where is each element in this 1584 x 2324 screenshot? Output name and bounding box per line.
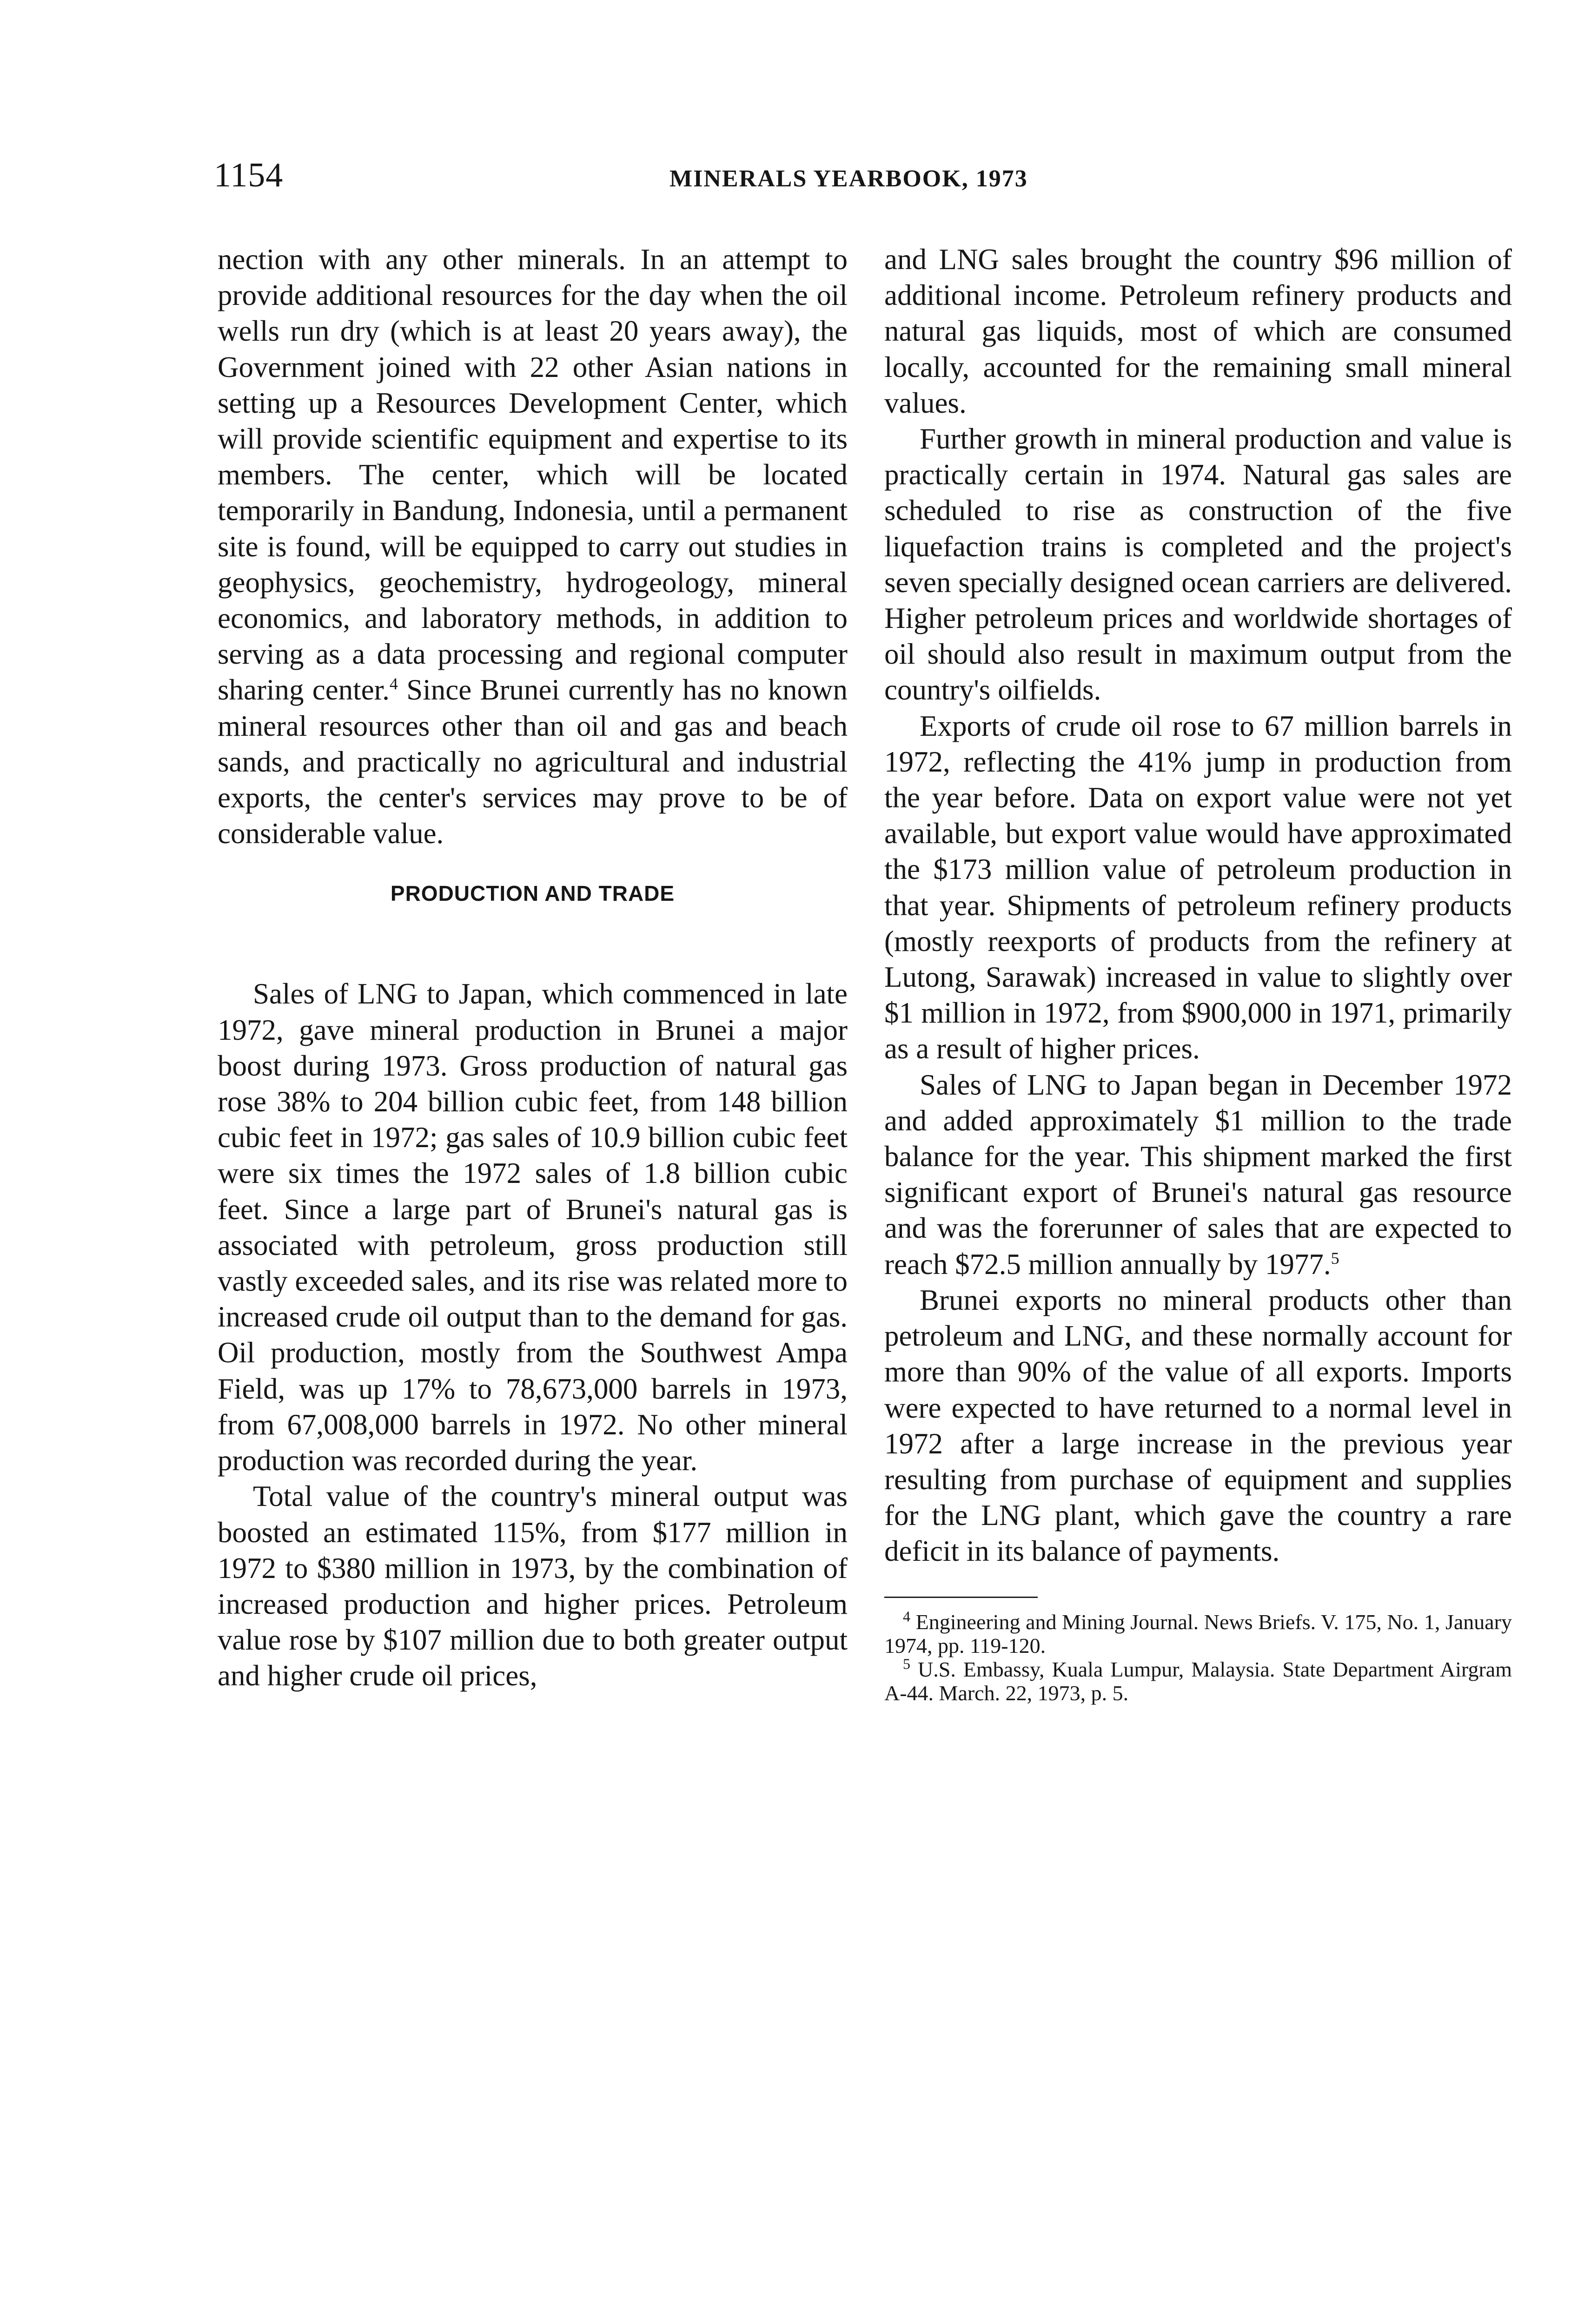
right-paragraph-3: Exports of crude oil rose to 67 million barrels in 1972, reflecting the 41% jump in production from the year before. Data on export value were not yet available, but export value would have approximated the $173 million value of petroleum production in that year. Shipments of petroleum refinery products (mostly reexports of products from the refinery at Lutong, Sarawak) increased in value to slightly over $1 million in 1972, from $900,000 in 1971, primarily as a result of higher prices. (884, 709, 1512, 1065)
right-column (884, 242, 1512, 1705)
footnote-4-text: Engineering and Mining Journal. News Briefs. V. 175, No. 1, January 1974, pp. 119-120. (884, 1610, 1512, 1657)
left-paragraph-1-text: nection with any other minerals. In an attempt to provide additional resources for the day when the oil wells run dry (which is at least 20 years away), the Government joined with 22 other Asian nations in setting up a Resources Development Center, which will provide scientific equipment and expertise to its members. The center, which will be located temporarily in Bandung, Indonesia, until a permanent site is found, will be equipped to carry out studies in geophysics, geochemistry, hydrogeology, mineral economics, and laboratory methods, in addition to serving as a data processing and regional computer sharing center. (218, 243, 848, 706)
footnote-ref-5: 5 (1331, 1248, 1339, 1268)
footnote-5-mark: 5 (903, 1655, 910, 1672)
right-paragraph-4-text: Sales of LNG to Japan began in December 1972 and added approximately $1 million to the trade balance for the year. This shipment marked the first significant export of Brunei's natural gas resource and was the forerunner of sales that are expected to reach $72.5 million annually by 1977. (884, 1068, 1512, 1281)
section-heading: PRODUCTION AND TRADE (390, 881, 675, 906)
footnote-ref-4: 4 (389, 674, 398, 693)
right-paragraph-5: Brunei exports no mineral products other than petroleum and LNG, and these normally account for more than 90% of the value of all exports. Imports were expected to have returned to a normal level in 1972 after a large increase in the previous year resulting from purchase of equipment and supplies for the LNG plant, which gave the country a rare deficit in its balance of payments. (884, 1283, 1512, 1568)
running-title: MINERALS YEARBOOK, 1973 (669, 165, 1028, 192)
left-paragraph-1-tail: Since Brunei currently has no known mineral resources other than oil and gas and beach sands, and practically no agricultural and industrial exports, the center's services may prove to be of considerable value. (218, 673, 848, 850)
right-paragraph-2: Further growth in mineral production and value is practically certain in 1974. Natural gas sales are scheduled to rise as construction of the five liquefaction trains is completed and the project's seven specially designed ocean carriers are delivered. Higher petroleum prices and worldwide shortages of oil should also result in maximum output from the country's oilfields. (884, 423, 1512, 706)
footnote-rule (884, 1597, 1038, 1598)
left-column (218, 242, 848, 1694)
left-paragraph-2: Sales of LNG to Japan, which commenced in late 1972, gave mineral production in Brunei a major boost during 1973. Gross production of natural gas rose 38% to 204 billion cubic feet, from 148 billion cubic feet in 1972; gas sales of 10.9 billion cubic feet were six times the 1972 sales of 1.8 billion cubic feet. Since a large part of Brunei's natural gas is associated with petroleum, gross production still vastly exceeded sales, and its rise was related more to increased crude oil output than to the demand for gas. Oil production, mostly from the Southwest Ampa Field, was up 17% to 78,673,000 barrels in 1973, from 67,008,000 barrels in 1972. No other mineral production was recorded during the year. (218, 977, 848, 1477)
footnote-5 (884, 1657, 1512, 1705)
footnote-5-text: U.S. Embassy, Kuala Lumpur, Malaysia. State Department Airgram A-44. March. 22, 1973, p. 5. (884, 1657, 1512, 1705)
left-paragraph-3: Total value of the country's mineral output was boosted an estimated 115%, from $177 million in 1972 to $380 million in 1973, by the combination of increased production and higher prices. Petroleum value rose by $107 million due to both greater output and higher crude oil prices, (218, 1480, 848, 1692)
footnote-4 (884, 1610, 1512, 1657)
page-number: 1154 (214, 156, 284, 194)
right-paragraph-4 (884, 1067, 1512, 1282)
right-paragraph-1: and LNG sales brought the country $96 million of additional income. Petroleum refinery products and natural gas liquids, most of which are consumed locally, accounted for the remaining small mineral values. (884, 243, 1512, 419)
footnote-4-mark: 4 (903, 1608, 910, 1625)
left-paragraph-1 (218, 242, 848, 852)
